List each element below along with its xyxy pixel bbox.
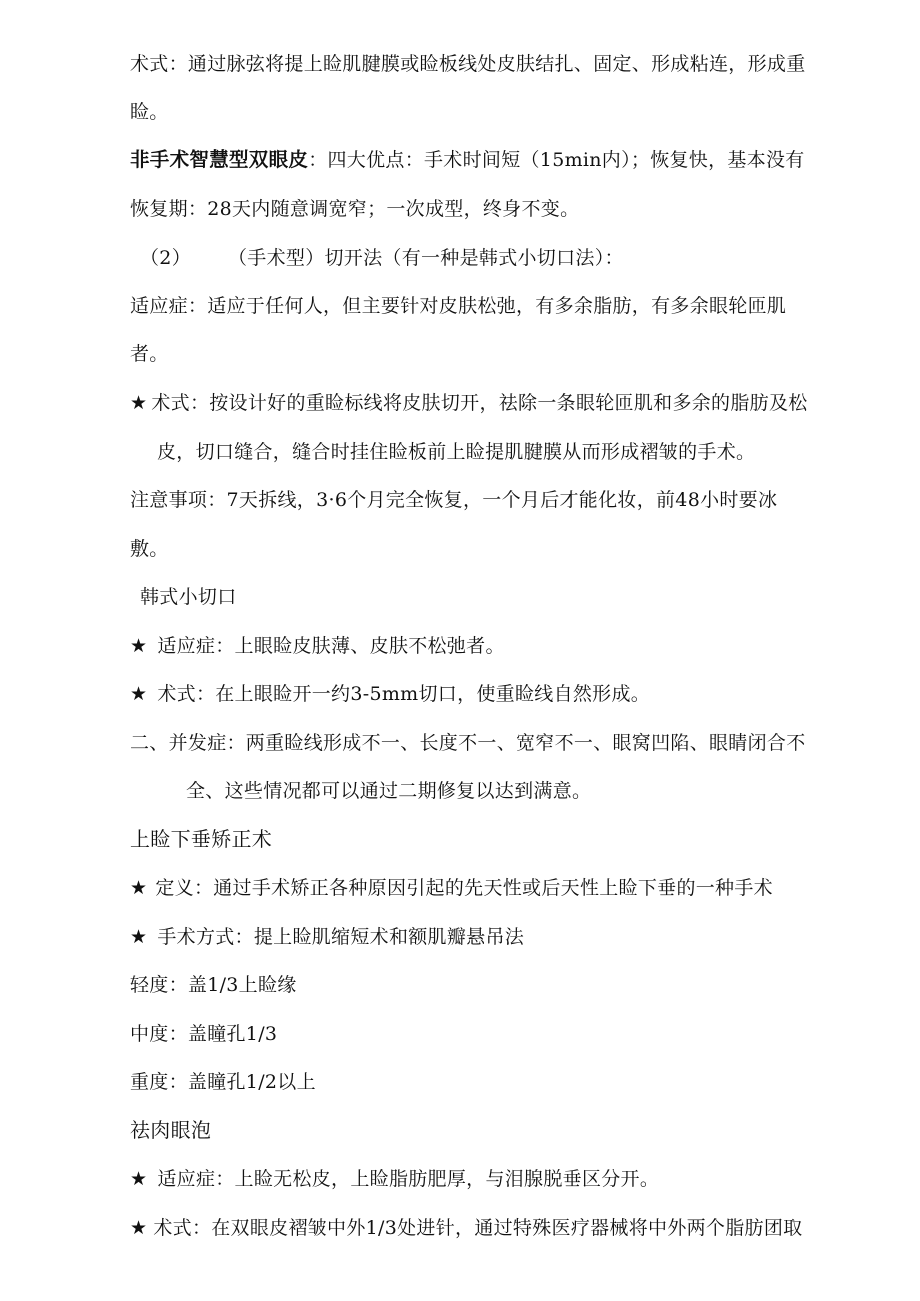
paragraph-notes-line2: 敷。 [130,538,169,560]
list-item-indications [130,634,505,658]
section-heading-ptosis: 上睑下垂矫正术 [130,827,273,851]
list-item-method [130,682,650,706]
list-item-definition [130,876,773,900]
paragraph-suture-method-line1: 术式：通过脉弦将提上睑肌腱膜或睑板线处皮肤结扎、固定、形成粘连，形成重 [130,53,806,75]
method-text: 术式：在上眼睑开一约3-5mm切口，使重睑线自然形成。 [157,683,651,705]
star-icon: ★ [130,392,148,414]
paragraph-indications-line2: 者。 [130,343,169,365]
paragraph-complications-line1: 二、并发症：两重睑线形成不一、长度不一、宽窄不一、眼窝凹陷、眼睛闭合不 [130,732,806,754]
paragraph-complications-line2: 全、这些情况都可以通过二期修复以达到满意。 [186,780,592,802]
paragraph-incision-heading [140,246,624,270]
section-heading-eyelid-fat: 祛肉眼泡 [130,1118,212,1142]
list-item-surgical-approach [130,925,524,949]
paragraph-notes-line1: 注意事项：7天拆线，3·6个月完全恢复，一个月后才能化妆，前48小时要冰 [130,489,778,511]
list-item-fat-indications [130,1167,659,1191]
fat-method-text: 术式：在双眼皮褶皱中外1/3处进针，通过特殊医疗器械将中外两个脂肪团取 [153,1217,803,1239]
paragraph-suture-method-line2: 睑。 [130,101,169,123]
paragraph-indications-line1: 适应症：适应于任何人，但主要针对皮肤松弛，有多余脂肪，有多余眼轮匝肌 [130,295,787,317]
incision-method-text: 术式：按设计好的重睑标线将皮肤切开，祛除一条眼轮匝肌和多余的脂肪及松 [151,392,808,414]
star-icon: ★ [130,1217,148,1239]
nonsurgical-title: 非手术智慧型双眼皮 [130,148,309,171]
star-icon: ★ [130,635,148,657]
list-item-fat-method [130,1216,802,1240]
star-icon: ★ [130,1168,148,1190]
incision-title: （手术型）切开法（有一种是韩式小切口法）： [228,247,624,269]
degree-severe: 重度：盖瞳孔1/2以上 [130,1071,316,1093]
degree-mild: 轻度：盖1/3上睑缘 [130,974,297,996]
korean-small-incision-label: 韩式小切口 [140,586,237,608]
indications-text: 适应症：上眼睑皮肤薄、皮肤不松弛者。 [157,635,505,657]
surgical-approach-text: 手术方式：提上睑肌缩短术和额肌瓣悬吊法 [157,926,525,948]
incision-number: （2） [140,247,191,269]
paragraph-nonsurgical-line2: 恢复期：28天内随意调宽窄；一次成型，终身不变。 [130,198,580,220]
definition-text: 定义：通过手术矫正各种原因引起的先天性或后天性上睑下垂的一种手术 [155,877,773,899]
paragraph-nonsurgical-line1 [130,148,805,172]
degree-moderate: 中度：盖瞳孔1/3 [130,1023,278,1045]
paragraph-incision-method-line1 [130,391,808,415]
star-icon: ★ [130,877,148,899]
fat-indications-text: 适应症：上睑无松皮，上睑脂肪肥厚，与泪腺脱垂区分开。 [157,1168,660,1190]
nonsurgical-advantages: ：四大优点：手术时间短（15min内）；恢复快，基本没有 [308,149,805,171]
star-icon: ★ [130,683,148,705]
star-icon: ★ [130,926,148,948]
paragraph-incision-method-line2: 皮，切口缝合，缝合时挂住睑板前上睑提肌腱膜从而形成褶皱的手术。 [157,441,756,463]
